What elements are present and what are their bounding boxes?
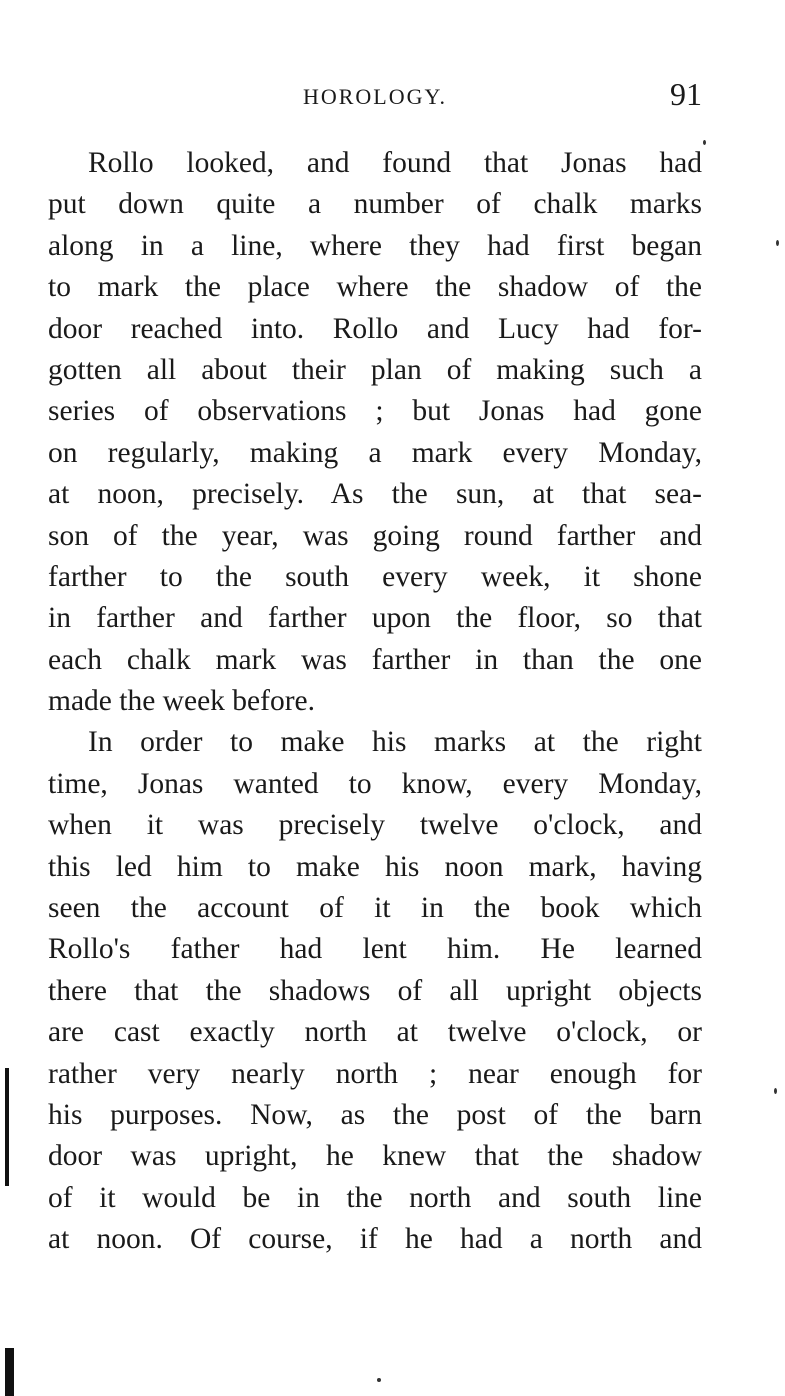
scan-margin-mark bbox=[5, 1068, 9, 1186]
text-line: in farther and farther upon the floor, so that bbox=[48, 602, 702, 635]
text-line: In order to make his marks at the right bbox=[88, 726, 702, 759]
text-line: door was upright, he knew that the shadow bbox=[48, 1140, 702, 1173]
scan-corner-mark bbox=[5, 1348, 14, 1396]
text-line: to mark the place where the shadow of the bbox=[48, 271, 702, 304]
running-head bbox=[48, 78, 702, 118]
text-line: Rollo looked, and found that Jonas had bbox=[88, 147, 702, 179]
text-line: son of the year, was going round farther and bbox=[48, 519, 702, 552]
text-line: at noon, precisely. As the sun, at that sea- bbox=[48, 478, 702, 511]
scan-speck bbox=[774, 1088, 777, 1094]
text-line: made the week before. bbox=[48, 685, 315, 718]
scan-speck bbox=[377, 1378, 381, 1382]
page-number: 91 bbox=[670, 76, 702, 112]
text-line: along in a line, where they had first began bbox=[48, 229, 702, 262]
text-line: on regularly, making a mark every Monday, bbox=[48, 436, 702, 469]
text-line: Rollo's father had lent him. He learned bbox=[48, 933, 702, 966]
text-line: are cast exactly north at twelve o'clock, or bbox=[48, 1016, 702, 1049]
text-line: time, Jonas wanted to know, every Monday, bbox=[48, 767, 702, 800]
text-line: farther to the south every week, it shone bbox=[48, 560, 702, 593]
running-title: HOROLOGY. bbox=[302, 84, 448, 109]
text-line: his purposes. Now, as the post of the barn bbox=[48, 1098, 702, 1131]
text-line: there that the shadows of all upright objects bbox=[48, 974, 702, 1007]
scan-speck bbox=[776, 240, 779, 246]
text-line: when it was precisely twelve o'clock, and bbox=[48, 809, 702, 842]
body-text bbox=[48, 143, 702, 1261]
text-line: seen the account of it in the book which bbox=[48, 892, 702, 925]
scan-speck bbox=[703, 140, 706, 145]
text-line: gotten all about their plan of making such a bbox=[48, 353, 702, 386]
text-line: each chalk mark was farther in than the one bbox=[48, 643, 702, 676]
text-line: this led him to make his noon mark, having bbox=[48, 850, 702, 883]
text-line: at noon. Of course, if he had a north and bbox=[48, 1223, 702, 1256]
text-line: put down quite a number of chalk marks bbox=[48, 188, 702, 221]
text-line: rather very nearly north ; near enough for bbox=[48, 1057, 702, 1090]
text-line: door reached into. Rollo and Lucy had for- bbox=[48, 312, 702, 345]
text-line: series of observations ; but Jonas had gone bbox=[48, 395, 702, 428]
text-line: of it would be in the north and south line bbox=[48, 1181, 702, 1214]
